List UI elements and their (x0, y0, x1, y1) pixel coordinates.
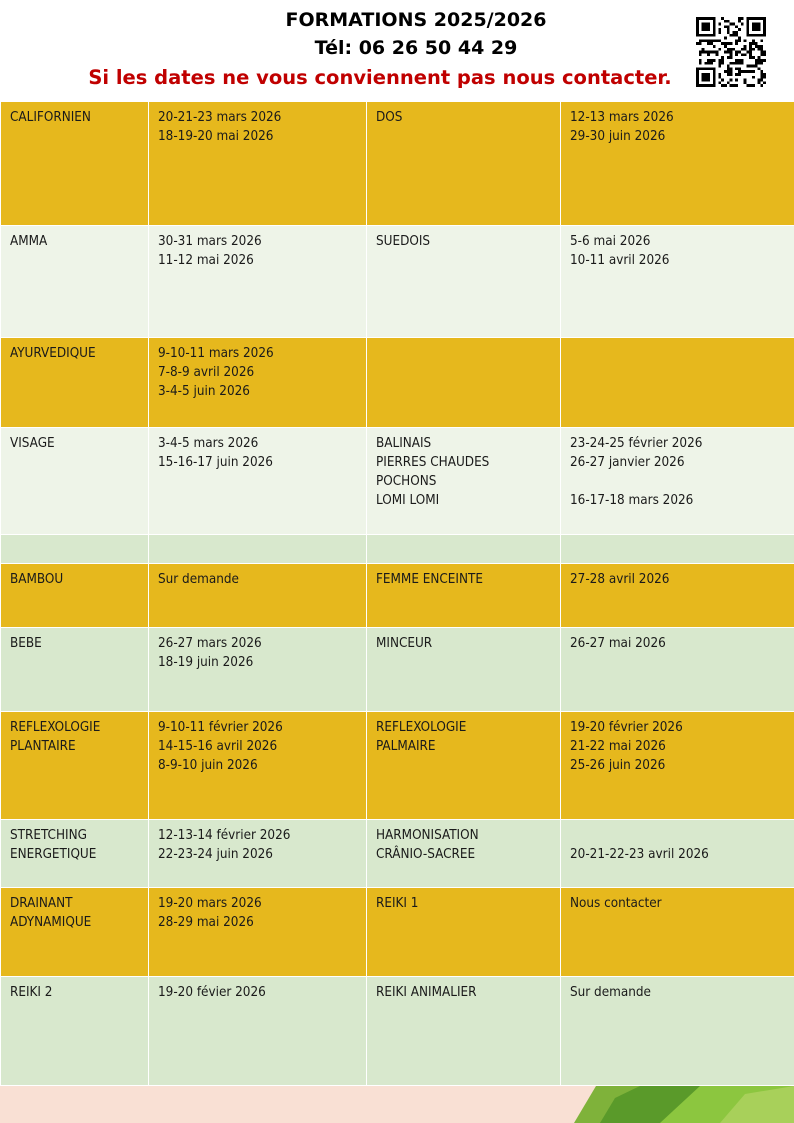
formation-name: FEMME ENCEINTE (367, 564, 561, 628)
page-title: FORMATIONS 2025/2026 (285, 9, 547, 31)
formation-name: MINCEUR (367, 628, 561, 712)
formation-dates: 19-20 févier 2026 (149, 977, 367, 1086)
table-row (1, 226, 794, 338)
formation-name: VISAGE (1, 428, 149, 535)
phone-number: Tél: 06 26 50 44 29 (314, 37, 518, 59)
formation-name: AYURVEDIQUE (1, 338, 149, 428)
formation-dates: 19-20 février 2026 21-22 mai 2026 25-26 juin 2026 (561, 712, 794, 820)
empty-cell (1, 535, 149, 564)
leaf-decoration-icon (0, 1086, 794, 1123)
formation-dates: Sur demande (561, 977, 794, 1086)
table-row (1, 338, 794, 428)
formation-name: AMMA (1, 226, 149, 338)
formation-dates: 20-21-23 mars 2026 18-19-20 mai 2026 (149, 102, 367, 226)
formation-dates: 30-31 mars 2026 11-12 mai 2026 (149, 226, 367, 338)
formation-dates: 12-13 mars 2026 29-30 juin 2026 (561, 102, 794, 226)
formation-dates: 19-20 mars 2026 28-29 mai 2026 (149, 888, 367, 977)
formation-dates: 26-27 mars 2026 18-19 juin 2026 (149, 628, 367, 712)
table-row (1, 535, 794, 564)
formation-name: HARMONISATION CRÂNIO-SACREE (367, 820, 561, 888)
formation-dates: Nous contacter (561, 888, 794, 977)
formation-dates: 5-6 mai 2026 10-11 avril 2026 (561, 226, 794, 338)
formation-dates (561, 338, 794, 428)
table-row (1, 564, 794, 628)
formations-table (0, 101, 794, 1086)
page-header (0, 0, 794, 100)
formation-dates: 9-10-11 mars 2026 7-8-9 avril 2026 3-4-5 juin 2026 (149, 338, 367, 428)
formation-name: BALINAIS PIERRES CHAUDES POCHONS LOMI LOMI (367, 428, 561, 535)
formation-name: REIKI 1 (367, 888, 561, 977)
formation-dates: 3-4-5 mars 2026 15-16-17 juin 2026 (149, 428, 367, 535)
contact-notice: Si les dates ne vous conviennent pas nous contacter. (88, 66, 672, 89)
qr-code-icon[interactable] (696, 17, 766, 87)
formation-dates: 27-28 avril 2026 (561, 564, 794, 628)
empty-cell (149, 535, 367, 564)
formation-name: REFLEXOLOGIE PALMAIRE (367, 712, 561, 820)
formation-name: DOS (367, 102, 561, 226)
formation-name: REIKI 2 (1, 977, 149, 1086)
table-row (1, 888, 794, 977)
table-row (1, 820, 794, 888)
formation-name: STRETCHING ENERGETIQUE (1, 820, 149, 888)
formation-dates: Sur demande (149, 564, 367, 628)
formation-name: REIKI ANIMALIER (367, 977, 561, 1086)
formation-name: DRAINANT ADYNAMIQUE (1, 888, 149, 977)
empty-cell (561, 535, 794, 564)
table-row (1, 102, 794, 226)
formation-name (367, 338, 561, 428)
formation-name: CALIFORNIEN (1, 102, 149, 226)
table-row (1, 977, 794, 1086)
table-row (1, 628, 794, 712)
formation-dates: 12-13-14 février 2026 22-23-24 juin 2026 (149, 820, 367, 888)
table-row (1, 712, 794, 820)
formation-dates: 20-21-22-23 avril 2026 (561, 820, 794, 888)
table-row (1, 428, 794, 535)
empty-cell (367, 535, 561, 564)
formation-name: REFLEXOLOGIE PLANTAIRE (1, 712, 149, 820)
formation-name: BAMBOU (1, 564, 149, 628)
formation-dates: 26-27 mai 2026 (561, 628, 794, 712)
formation-dates: 9-10-11 février 2026 14-15-16 avril 2026 8-9-10 juin 2026 (149, 712, 367, 820)
formation-name: SUEDOIS (367, 226, 561, 338)
formation-name: BEBE (1, 628, 149, 712)
formation-dates: 23-24-25 février 2026 26-27 janvier 2026 16-17-18 mars 2026 (561, 428, 794, 535)
